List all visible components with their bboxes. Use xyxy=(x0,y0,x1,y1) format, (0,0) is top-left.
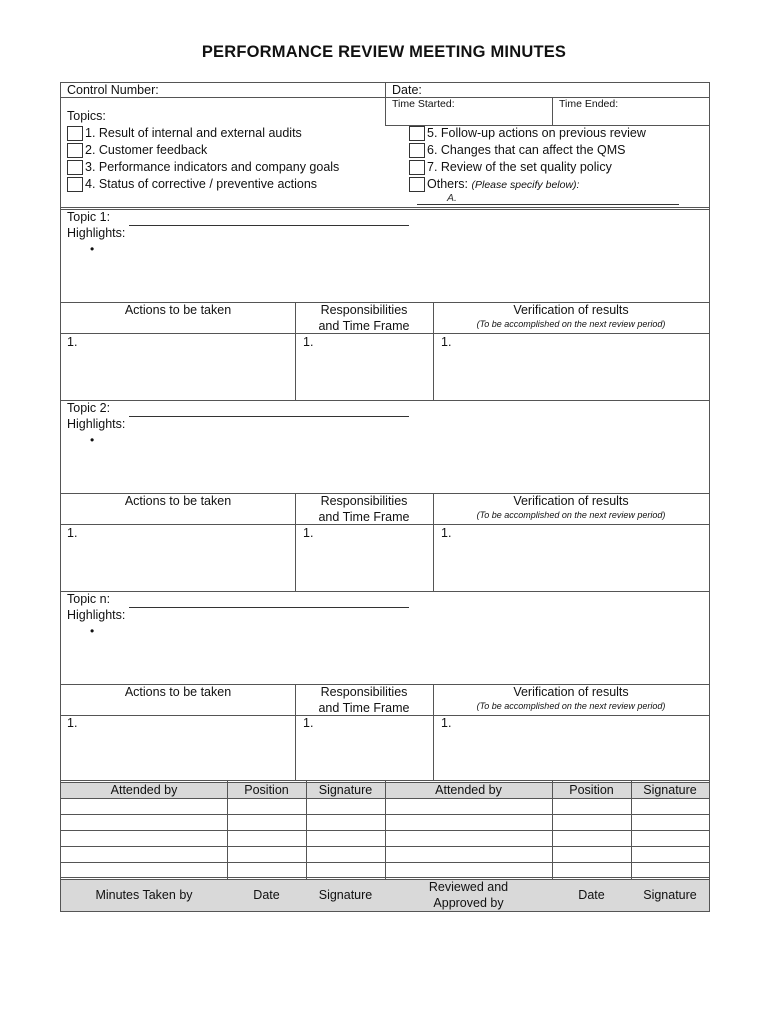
control-number-label: Control Number: xyxy=(67,83,159,97)
action-n-num: 1. xyxy=(67,716,78,730)
position-header-1: Position xyxy=(244,783,289,797)
actions-header-n: Actions to be taken xyxy=(124,685,232,699)
verification-note-1: (To be accomplished on the next review period) xyxy=(476,319,666,329)
action-2-num: 1. xyxy=(67,526,78,540)
verification-2-num: 1. xyxy=(441,526,452,540)
others-input-line[interactable] xyxy=(417,204,679,205)
position-header-2: Position xyxy=(569,783,614,797)
page-title: PERFORMANCE REVIEW MEETING MINUTES xyxy=(201,43,567,61)
topic-option-7: 7. Review of the set quality policy xyxy=(427,160,612,174)
highlights-1-bullet: • xyxy=(90,242,95,256)
action-1-num: 1. xyxy=(67,335,78,349)
topic-option-5: 5. Follow-up actions on previous review xyxy=(427,126,646,140)
responsibilities-header-n-line1: Responsibilities xyxy=(320,685,408,699)
responsibilities-header-n-line2: and Time Frame xyxy=(318,700,410,715)
responsibilities-header-2-line2: and Time Frame xyxy=(318,509,410,524)
verification-header-2: Verification of results xyxy=(513,494,629,508)
topic-option-6: 6. Changes that can affect the QMS xyxy=(427,143,626,157)
topic-checkbox-4[interactable] xyxy=(67,177,83,192)
signature-label-2: Signature xyxy=(643,888,697,902)
time-ended-label: Time Ended: xyxy=(559,98,619,110)
highlights-n-label: Highlights: xyxy=(67,608,126,622)
signature-label-1: Signature xyxy=(318,888,373,902)
topic-checkbox-3[interactable] xyxy=(67,160,83,175)
others-hint: (Please specify below): xyxy=(471,179,580,191)
date-label-2: Date xyxy=(578,888,605,902)
verification-n-num: 1. xyxy=(441,716,452,730)
responsibilities-header-1-line1: Responsibilities xyxy=(320,303,408,317)
highlights-2-label: Highlights: xyxy=(67,417,126,431)
topic-option-3: 3. Performance indicators and company goals xyxy=(85,160,340,174)
date-label: Date: xyxy=(392,83,422,97)
responsibility-1-num: 1. xyxy=(303,335,314,349)
attended-by-header-1: Attended by xyxy=(110,783,178,797)
topic-checkbox-5[interactable] xyxy=(409,126,425,141)
signature-header-2: Signature xyxy=(643,783,697,797)
responsibilities-header-1 xyxy=(295,303,433,334)
topic-2-label: Topic 2: xyxy=(67,401,111,415)
topic-2-input-line[interactable] xyxy=(129,416,409,417)
topic-checkbox-6[interactable] xyxy=(409,143,425,158)
time-started-label: Time Started: xyxy=(392,98,455,110)
highlights-1-label: Highlights: xyxy=(67,226,126,240)
verification-header-1: Verification of results xyxy=(513,303,629,317)
attended-by-header-2: Attended by xyxy=(435,783,502,797)
others-label: Others: xyxy=(427,177,468,191)
minutes-taken-by-label: Minutes Taken by xyxy=(95,888,193,902)
topic-checkbox-others[interactable] xyxy=(409,177,425,192)
topic-1-input-line[interactable] xyxy=(129,225,409,226)
topic-option-others xyxy=(427,177,579,191)
verification-1-num: 1. xyxy=(441,335,452,349)
date-label-1: Date xyxy=(253,888,280,902)
reviewed-line-2: Approved by xyxy=(433,895,504,910)
verification-note-n: (To be accomplished on the next review period) xyxy=(476,701,666,711)
responsibility-2-num: 1. xyxy=(303,526,314,540)
topic-option-1: 1. Result of internal and external audits xyxy=(85,126,302,140)
topic-option-2: 2. Customer feedback xyxy=(85,143,208,157)
responsibilities-header-1-line2: and Time Frame xyxy=(318,318,410,333)
signature-header-1: Signature xyxy=(318,783,373,797)
highlights-2-bullet: • xyxy=(90,433,95,447)
reviewed-approved-label xyxy=(385,880,552,911)
responsibilities-header-2 xyxy=(295,494,433,525)
topic-checkbox-2[interactable] xyxy=(67,143,83,158)
verification-header-n: Verification of results xyxy=(513,685,629,699)
topics-label: Topics: xyxy=(67,109,106,123)
verification-note-2: (To be accomplished on the next review period) xyxy=(476,510,666,520)
actions-header-2: Actions to be taken xyxy=(124,494,232,508)
reviewed-line-1: Reviewed and xyxy=(428,880,509,894)
responsibility-n-num: 1. xyxy=(303,716,314,730)
topic-n-label: Topic n: xyxy=(67,592,111,606)
responsibilities-header-2-line1: Responsibilities xyxy=(320,494,408,508)
topic-1-label: Topic 1: xyxy=(67,210,111,224)
topic-checkbox-7[interactable] xyxy=(409,160,425,175)
others-item: A. xyxy=(447,192,457,204)
topic-n-input-line[interactable] xyxy=(129,607,409,608)
responsibilities-header-n xyxy=(295,685,433,716)
minutes-form xyxy=(60,82,710,912)
topic-checkbox-1[interactable] xyxy=(67,126,83,141)
highlights-n-bullet: • xyxy=(90,624,95,638)
topic-option-4: 4. Status of corrective / preventive actions xyxy=(85,177,318,191)
actions-header-1: Actions to be taken xyxy=(124,303,232,317)
